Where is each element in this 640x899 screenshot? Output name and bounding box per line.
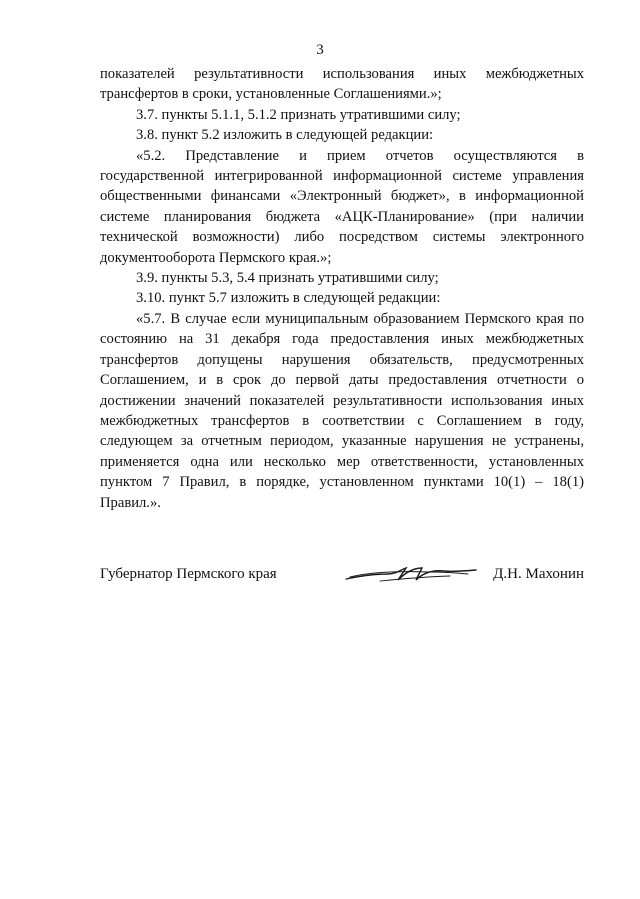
paragraph-3-8: 3.8. пункт 5.2 изложить в следующей редакции: [136, 127, 434, 144]
paragraph-5-7-text: «5.7. В случае если муниципальным образованием Пермского края по состоянию на 31 декабря года предоставления иных межбюджетных трансфертов допущены нарушения обязательств, предусмотренных Соглашением, и в срок до первой даты предоставления отчетности о достижении значений показателей результативности использования иных межбюджетных трансфертов в соответствии с Соглашением в году, следующем за отчетным периодом, указанные нарушения не устранены, применяется одна или несколько мер ответственности, установленных пунктом 7 Правил, в порядке, установленном пунктами 10(1) – 18(1) Правил.». [100, 310, 584, 511]
handwritten-signature [340, 562, 480, 588]
page-number: 3 [316, 42, 324, 58]
paragraph-3-9: 3.9. пункты 5.3, 5.4 признать утратившими силу; [136, 270, 439, 287]
document-body [100, 64, 584, 513]
paragraph-3-7: 3.7. пункты 5.1.1, 5.1.2 признать утратившими силу; [136, 106, 461, 123]
paragraph-5-2-text: «5.2. Представление и прием отчетов осуществляются в государственной интегрированной информационной системе управления общественными финансами «Электронный бюджет», в информационной системе планирования бюджета «АЦК-Планирование» (при наличии технической возможности) либо посредством системы электронного документооборота Пермского края.»; [100, 147, 584, 266]
signatory-name: Д.Н. Махонин [493, 566, 584, 582]
signatory-title: Губернатор Пермского края [100, 566, 277, 582]
signature-block [100, 562, 584, 592]
paragraph-3-10: 3.10. пункт 5.7 изложить в следующей редакции: [136, 290, 441, 307]
paragraph-continuation: показателей результативности использования иных межбюджетных трансфертов в сроки, установленные Соглашениями.»; [100, 66, 584, 103]
